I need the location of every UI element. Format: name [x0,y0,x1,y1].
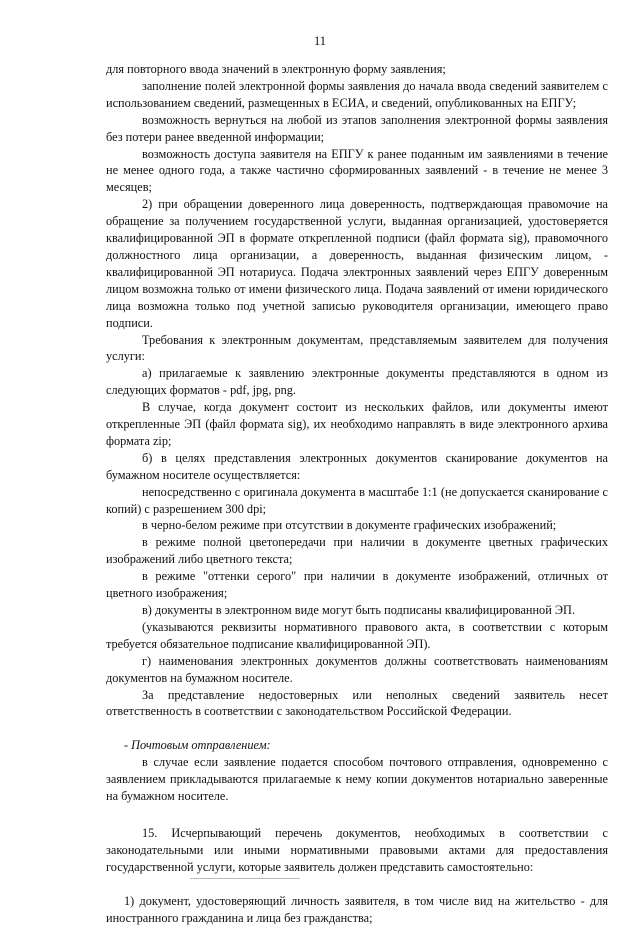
paragraph: возможность доступа заявителя на ЕПГУ к ранее поданным им заявлениями в течение не менее одного года, а также частично сформированных заявлений - в течение не менее 3 месяцев; [106,146,608,195]
postal-text: в случае если заявление подается способом почтового отправления, одновременно с заявлением прикладываются прилагаемые к нему копии документов нотариально заверенные на бумажном носителе. [106,755,608,804]
paragraph: для повторного ввода значений в электронную форму заявления; [106,62,446,76]
paragraph: в) документы в электронном виде могут быть подписаны квалифицированной ЭП. [142,603,575,617]
page-number: 11 [313,34,327,48]
paragraph: 2) при обращении доверенного лица доверенность, подтверждающая правомочие на обращение за получением государственной услуги, выданная организацией, удостоверяется квалифицированной ЭП в формате открепленной подписи (файл формата sig), правомочного должностного лица организации, а доверенность, выданная физическим лицом, - квалифицированной ЭП нотариуса. Подача электронных заявлений через ЕПГУ доверенным лицом возможна только от имени физического лица. Подача заявлений от имени юридического лица возможна только под учетной записью руководителя организации, имеющего право подписи. [106,197,608,330]
paragraph: в режиме полной цветопередачи при наличии в документе цветных графических изображений либо цветного текста; [106,535,608,567]
paragraph: г) наименования электронных документов должны соответствовать наименованиям документов на бумажном носителе. [106,653,608,685]
list-item: 1) документ, удостоверяющий личность заявителя, в том числе вид на жительство - для иностранного гражданина и лица без гражданства; [106,893,608,925]
footer-divider [190,878,300,879]
paragraph: непосредственно с оригинала документа в масштабе 1:1 (не допускается сканирование с копий) с разрешением 300 dpi; [106,484,608,516]
paragraph: а) прилагаемые к заявлению электронные документы представляются в одном из следующих форматов - pdf, jpg, png. [106,366,608,398]
section-15: 15. Исчерпывающий перечень документов, необходимых в соответствии с законодательными или иными нормативными правовыми актами для предоставления государственной услуги, которые заявитель должен представить самостоятельно: [106,825,608,874]
paragraph: Требования к электронным документам, представляемым заявителем для получения услуги: [106,332,608,364]
paragraph: возможность вернуться на любой из этапов заполнения электронной формы заявления без потери ранее введенной информации; [106,112,608,144]
paragraph: В случае, когда документ состоит из нескольких файлов, или документы имеют открепленные ЭП (файл формата sig), их необходимо направлять в виде электронного архива формата zip; [106,400,608,448]
postal-heading: - Почтовым отправлением: [124,738,271,753]
paragraph: (указываются реквизиты нормативного правового акта, в соответствии с которым требуется обязательное подписание квалифицированной ЭП). [106,619,608,651]
document-body [106,61,608,927]
paragraph: заполнение полей электронной формы заявления до начала ввода сведений заявителем с использованием сведений, размещенных в ЕСИА, и сведений, опубликованных на ЕПГУ; [106,78,608,110]
paragraph: в черно-белом режиме при отсутствии в документе графических изображений; [142,518,557,533]
paragraph: За представление недостоверных или неполных сведений заявитель несет ответственность в соответствии с законодательством Российской Федерации. [106,687,608,719]
paragraph: в режиме "оттенки серого" при наличии в документе изображений, отличных от цветного изображения; [106,569,608,601]
paragraph: б) в целях представления электронных документов сканирование документов на бумажном носителе осуществляется: [106,450,608,482]
